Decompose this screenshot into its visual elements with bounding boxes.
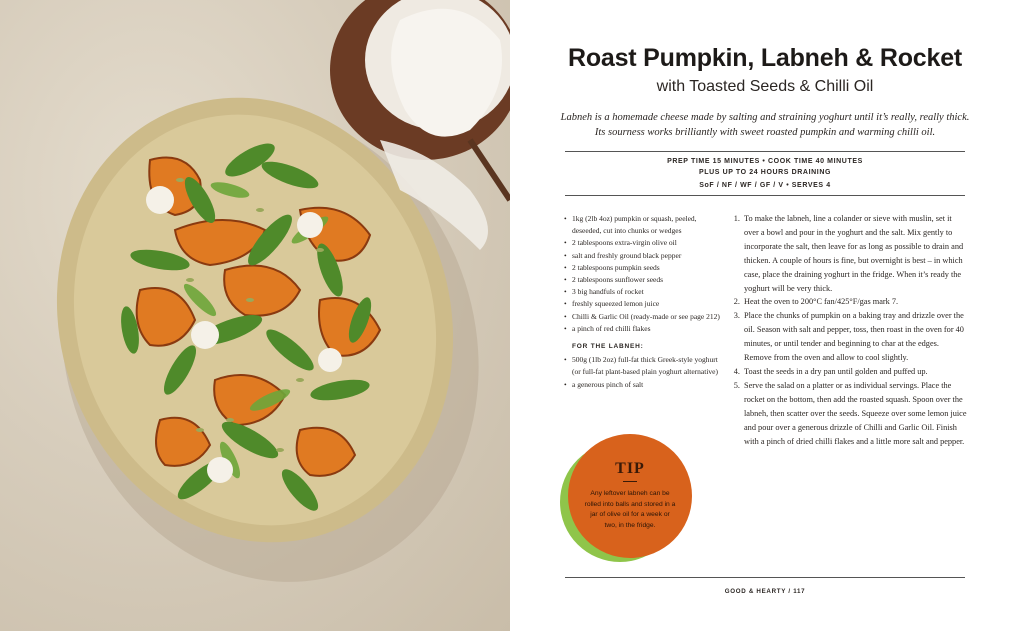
method-step: 2. Heat the oven to 200°C fan/425°F/gas mark 7. xyxy=(742,295,968,309)
method-step: 4. Toast the seeds in a dry pan until golden and puffed up. xyxy=(742,365,968,379)
page-footer: GOOD & HEARTY / 117 xyxy=(724,588,806,595)
meta-times: PREP TIME 15 MINUTES • COOK TIME 40 MINUTES xyxy=(667,158,863,165)
method-steps xyxy=(730,212,968,448)
ingredients-list xyxy=(564,213,724,391)
ingredient-item: • 1kg (2lb 4oz) pumpkin or squash, peeled, deseeded, cut into chunks or wedges xyxy=(564,213,724,237)
divider-bottom xyxy=(565,577,965,578)
tip-divider xyxy=(623,481,637,482)
ingredient-item: • Chilli & Garlic Oil (ready-made or see page 212) xyxy=(564,311,724,323)
ingredient-item: • salt and freshly ground black pepper xyxy=(564,250,724,262)
ingredient-item: • 2 tablespoons extra-virgin olive oil xyxy=(564,237,724,249)
recipe-intro: Labneh is a homemade cheese made by salting and straining yoghurt until it’s really, really thick. Its sourness works brilliantly with sweet roasted pumpkin and warming chilli oil. xyxy=(560,112,970,138)
labneh-ingredient-item: • a generous pinch of salt xyxy=(564,379,724,391)
method-step: 5. Serve the salad on a platter or as individual servings. Place the rocket on the bottom, then add the roasted squash. Spoon over the labneh, then scatter over the seeds. Squeeze over some lemon juice and pour over a generous drizzle of Chilli and Garlic Oil. Finish with a pinch of dried chilli flakes and a little more salt and pepper. xyxy=(742,379,968,449)
ingredient-item: • 2 tablespoons sunflower seeds xyxy=(564,274,724,286)
method-step: 1. To make the labneh, line a colander or sieve with muslin, set it over a bowl and pour in the yoghurt and the salt. Mix gently to incorporate the salt, then leave for as long as possible to drain and thicken. A couple of hours is fine, but overnight is best – in which case, place the draining yoghurt in the fridge. When it’s ready the yoghurt will be very thick. xyxy=(742,212,968,295)
recipe-page xyxy=(510,0,1020,631)
ingredient-item: • a pinch of red chilli flakes xyxy=(564,323,724,335)
ingredient-item: • 2 tablespoons pumpkin seeds xyxy=(564,262,724,274)
meta-diet-serves: SoF / NF / WF / GF / V • SERVES 4 xyxy=(699,182,831,189)
tip-text: Any leftover labneh can be rolled into balls and stored in a jar of olive oil for a week or two, in the fridge. xyxy=(584,490,676,529)
labneh-ingredient-item: • 500g (1lb 2oz) full-fat thick Greek-style yoghurt (or full-fat plant-based plain yoghurt alternative) xyxy=(564,354,724,378)
meta-draining: PLUS UP TO 24 HOURS DRAINING xyxy=(698,169,832,176)
method-step: 3. Place the chunks of pumpkin on a baking tray and drizzle over the oil. Season with salt and pepper, toss, then roast in the oven for 40 minutes, or until tender and beginning to char at the edges. Remove from the oven and allow to cool slightly. xyxy=(742,309,968,365)
recipe-title: Roast Pumpkin, Labneh & Rocket xyxy=(567,44,963,72)
ingredient-item: • 3 big handfuls of rocket xyxy=(564,286,724,298)
divider-meta xyxy=(565,195,965,196)
tip-badge xyxy=(560,432,700,564)
labneh-heading: FOR THE LABNEH: xyxy=(572,343,644,351)
recipe-subtitle: with Toasted Seeds & Chilli Oil xyxy=(656,78,874,95)
divider-top xyxy=(565,151,965,152)
ingredient-item: • freshly squeezed lemon juice xyxy=(564,298,724,310)
tip-title: TIP xyxy=(615,460,645,477)
